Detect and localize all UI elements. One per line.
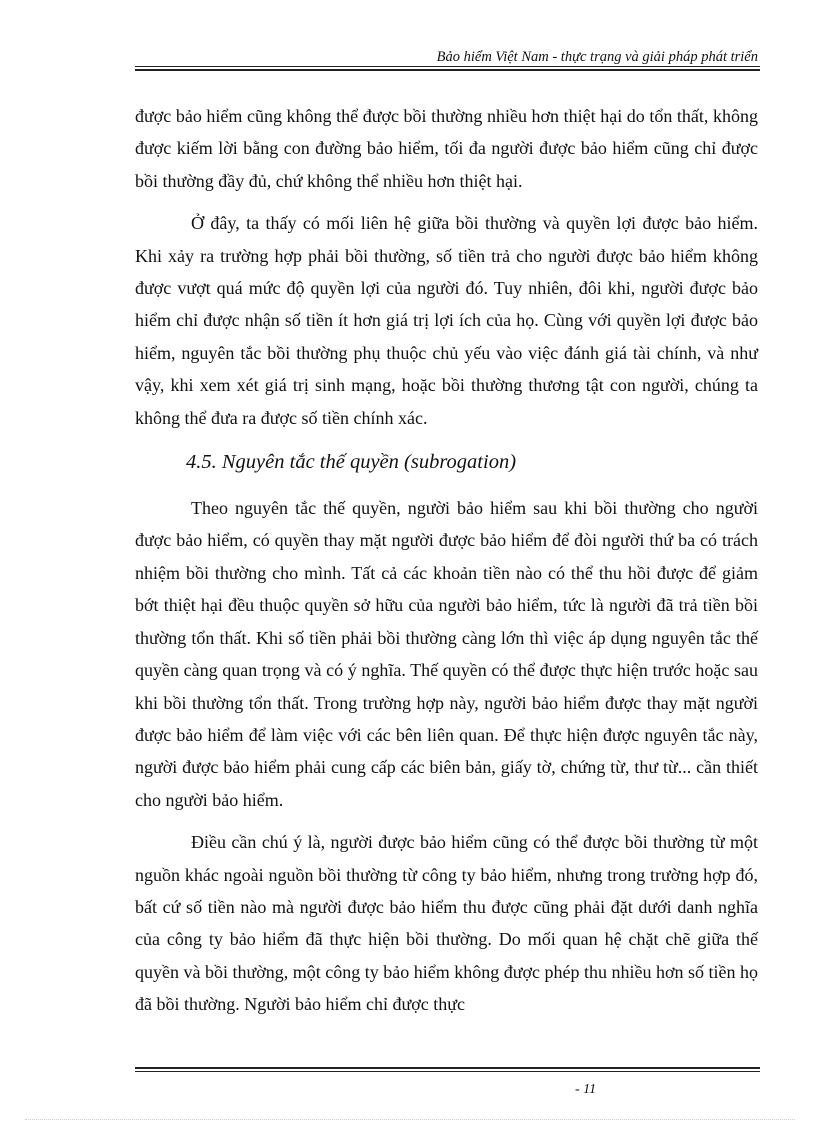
header-rule-top (135, 66, 760, 67)
page-body (135, 100, 758, 1021)
paragraph-subrogation: Theo nguyên tắc thế quyền, người bảo hiểm sau khi bồi thường cho người được bảo hiểm, có quyền thay mặt người được bảo hiểm để đòi người thứ ba có trách nhiệm bồi thường cho mình. Tất cả các khoản tiền nào có thể thu hồi được để giảm bớt thiệt hại đều thuộc quyền sở hữu của người bảo hiểm, tức là người đã trả tiền bồi thường tổn thất. Khi số tiền phải bồi thường càng lớn thì việc áp dụng nguyên tắc thế quyền càng quan trọng và có ý nghĩa. Thế quyền có thể được thực hiện trước hoặc sau khi bồi thường tổn thất. Trong trường hợp này, người bảo hiểm được thay mặt người được bảo hiểm để làm việc với các bên liên quan. Để thực hiện được nguyên tắc này, người được bảo hiểm phải cung cấp các biên bản, giấy tờ, chứng từ, thư từ... cần thiết cho người bảo hiểm. (135, 498, 758, 810)
paragraph-note: Điều cần chú ý là, người được bảo hiểm cũng có thể được bồi thường từ một nguồn khác ngoài nguồn bồi thường từ công ty bảo hiểm, nhưng trong trường hợp đó, bất cứ số tiền nào mà người được bảo hiểm thu được cũng phải đặt dưới danh nghĩa của công ty bảo hiểm đã thực hiện bồi thường. Do mối quan hệ chặt chẽ giữa thế quyền và bồi thường, một công ty bảo hiểm không được phép thu nhiều hơn số tiền họ đã bồi thường. Người bảo hiểm chỉ được thực (135, 832, 758, 1015)
section-heading: 4.5. Nguyên tắc thế quyền (subrogation) (186, 451, 517, 474)
running-header-title: Bảo hiểm Việt Nam - thực trạng và giải pháp phát triển (436, 49, 758, 65)
paragraph-continued: được bảo hiểm cũng không thể được bồi thường nhiều hơn thiệt hại do tổn thất, không được kiếm lời bằng con đường bảo hiểm, tối đa người được bảo hiểm cũng chỉ được bồi thường đầy đủ, chứ không thể nhiều hơn thiệt hại. (135, 106, 758, 191)
page-number: - 11 (575, 1082, 597, 1097)
footer-rule-top (135, 1067, 760, 1069)
page-edge-dotted-line (25, 1119, 795, 1120)
header-rule-bottom (135, 69, 760, 71)
footer-rule-bottom (135, 1071, 760, 1072)
paragraph-compensation-link: Ở đây, ta thấy có mối liên hệ giữa bồi thường và quyền lợi được bảo hiểm. Khi xảy ra trường hợp phải bồi thường, số tiền trả cho người được bảo hiểm không được vượt quá mức độ quyền lợi của người đó. Tuy nhiên, đôi khi, người được bảo hiểm chỉ được nhận số tiền ít hơn giá trị lợi ích của họ. Cùng với quyền lợi được bảo hiểm, nguyên tắc bồi thường phụ thuộc chủ yếu vào việc đánh giá tài chính, và như vậy, khi xem xét giá trị sinh mạng, hoặc bồi thường thương tật con người, chúng ta không thể đưa ra được số tiền chính xác. (135, 213, 758, 428)
